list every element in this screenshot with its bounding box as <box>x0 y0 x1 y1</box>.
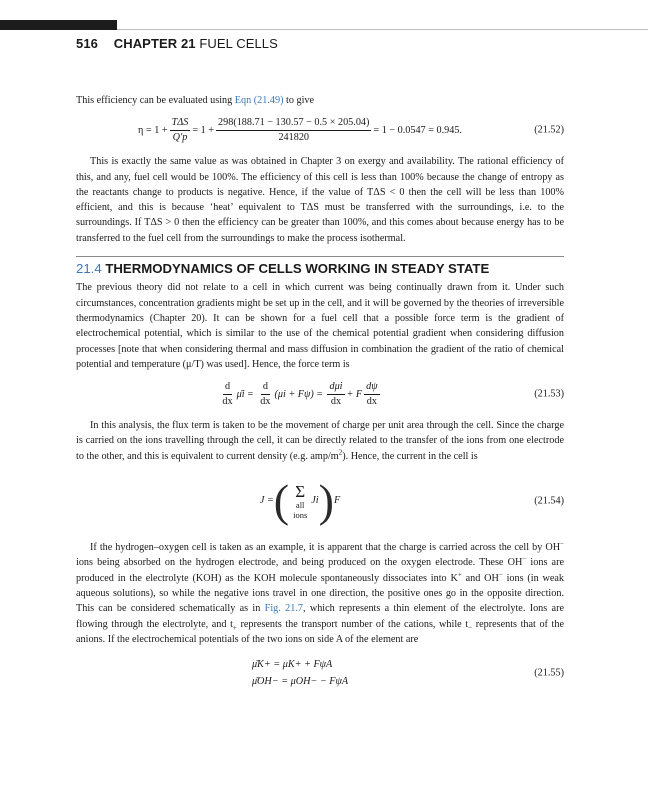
subscript: − <box>468 623 473 632</box>
paragraph-flux <box>76 418 564 464</box>
fraction-d-dx <box>220 381 234 408</box>
text: to give <box>283 95 315 106</box>
text: ions (in weak aqueous solutions), so while the negative ions travel in one direction, the positive ones go in the opposite direction. This can be considered schematically as in <box>76 572 564 615</box>
numerator: d <box>223 381 232 395</box>
equation-21-55 <box>76 653 564 693</box>
mu-bar-i: μ̄i <box>236 388 245 400</box>
fraction-numeric <box>216 117 371 144</box>
text: represents the transport number of the cations, while t <box>236 618 469 630</box>
fig-link-21-7[interactable]: Fig. 21.7 <box>264 603 303 615</box>
header-rule <box>117 29 648 30</box>
mu-plus-f-psi: (μi + Fψ) <box>274 388 314 400</box>
chapter-title: FUEL CELLS <box>199 36 278 51</box>
numerator: dψ <box>364 381 379 395</box>
superscript: − <box>522 554 527 563</box>
text: ). Hence, the current in the cell is <box>342 450 478 462</box>
text: ions are produced in the electrolyte (KOH) as the KOH molecule spontaneously dissociates into K <box>76 557 564 584</box>
plus-f: + F <box>346 388 363 400</box>
text: This efficiency can be evaluated using <box>76 95 235 106</box>
faraday: F <box>333 495 341 507</box>
fraction-tds-qp <box>170 117 191 144</box>
equation-number: (21.55) <box>534 667 564 679</box>
numerator: 298(188.71 − 130.57 − 0.5 × 205.04) <box>216 117 371 131</box>
numerator: dμi <box>327 381 344 395</box>
rhs: = μK+ + FψA <box>273 659 333 671</box>
numerator: d <box>261 381 270 395</box>
superscript: − <box>560 539 564 548</box>
equation-21-53 <box>76 376 564 412</box>
rhs: = μOH− − FψA <box>281 676 349 688</box>
subscript: + <box>232 623 237 632</box>
left-paren: ( <box>273 475 290 527</box>
running-header <box>76 36 278 51</box>
eq-lhs: η = 1 + <box>138 124 168 136</box>
equation-number: (21.53) <box>534 388 564 400</box>
chapter-label: CHAPTER 21 <box>113 36 196 51</box>
sum-term: Ji <box>311 495 319 507</box>
denominator: dx <box>260 395 271 407</box>
eq-lhs: J = <box>259 495 274 507</box>
text: In this analysis, the flux term is taken to be the movement of charge per unit area through the cell. Since the charge is carried on the ions travelling through the cell, it can be directly related to the transfer of the ions from one electrode to the other, and this is equivalent to current density (e.g. amp/m <box>76 420 564 462</box>
equation-number: (21.54) <box>534 495 564 507</box>
sum-label-all: all <box>295 499 305 510</box>
lhs: μ̄OH− <box>251 676 279 688</box>
eq-rhs: = 1 − 0.0547 = 0.945. <box>373 124 462 136</box>
eqn-link-21-49[interactable]: Eqn (21.49) <box>234 95 284 106</box>
fraction-dpsi-dx <box>364 381 379 408</box>
equation-number: (21.52) <box>534 124 564 136</box>
equation-21-52 <box>76 112 564 148</box>
denominator: Q′p <box>172 131 188 143</box>
superscript: − <box>498 570 503 579</box>
section-number: 21.4 <box>76 261 102 277</box>
summation <box>293 483 307 520</box>
page-number: 516 <box>76 36 98 51</box>
equals: = <box>247 388 254 400</box>
superscript: + <box>457 570 462 579</box>
section-title: THERMODYNAMICS OF CELLS WORKING IN STEADY STATE <box>105 261 490 277</box>
fraction-d-dx-2 <box>258 381 272 408</box>
eq-line-1 <box>252 656 332 673</box>
denominator: dx <box>222 395 233 407</box>
eq-line-2 <box>252 673 348 690</box>
paragraph-intro <box>76 93 564 108</box>
sigma: Σ <box>295 481 306 501</box>
header-bar <box>0 20 117 30</box>
section-heading <box>76 256 564 276</box>
text: ions being absorbed on the hydrogen electrode, and being produced on the oxygen electrode. These OH <box>76 557 523 569</box>
text: , which represents a thin element of the electrolyte. Ions are flowing through the electrolyte, and t <box>76 603 564 630</box>
paragraph-efficiency: This is exactly the same value as was obtained in Chapter 3 on exergy and availability. The rational efficiency of this, and any, fuel cell would be 100%. The efficiency of this cell is less than 100% because the change of entropy as the reactants change to products is negative. Hence, if the value of TΔS < 0 then the cell will be less than 100% efficient, and this is because ‘heat’ equivalent to TΔS must be transferred with the surroundings, i.e. to the surroundings. If TΔS > 0 then the efficiency can be greater than 100%, and this comes about because energy has to be transferred to the fuel cell from the surroundings to make the process isothermal. <box>76 156 564 244</box>
numerator: TΔS <box>170 117 191 131</box>
sum-label-ions: ions <box>293 509 308 520</box>
equation-21-54 <box>76 468 564 534</box>
paragraph-hydrogen-oxygen <box>76 540 564 647</box>
right-paren: ) <box>318 475 334 527</box>
denominator: dx <box>366 395 377 407</box>
equals: = <box>316 388 323 400</box>
lhs: μ̄K+ <box>251 659 271 671</box>
paragraph-steady-state: The previous theory did not relate to a cell in which current was being continually drawn from it. Under such circumstances, concentration gradients might be set up in the cell, and it will be governed by the theories of irreversible thermodynamics (Chapter 20). It can be shown for a fuel cell that a possible force term is the gradient of electrochemical potential, which is similar to the use of the chemical potential gradient when considering diffusion processes [note that when considering thermal and mass diffusion in combination the gradient of the ratio of chemical potential and temperature (μ/T) was used]. Hence, the force term is <box>76 282 564 370</box>
denominator: 241820 <box>278 131 309 143</box>
text: and OH <box>461 572 499 584</box>
eq-mid: = 1 + <box>192 124 215 136</box>
text: represents that of the anions. If the electrochemical potentials of the two ions on side A of the element are <box>76 618 564 645</box>
equation-lines <box>252 656 348 690</box>
superscript: 2 <box>338 448 343 457</box>
page-content <box>76 93 564 699</box>
fraction-dmu-dx <box>327 381 344 408</box>
denominator: dx <box>330 395 342 407</box>
text: If the hydrogen–oxygen cell is taken as an example, it is apparent that the charge is carried across the cell by OH <box>90 542 561 554</box>
